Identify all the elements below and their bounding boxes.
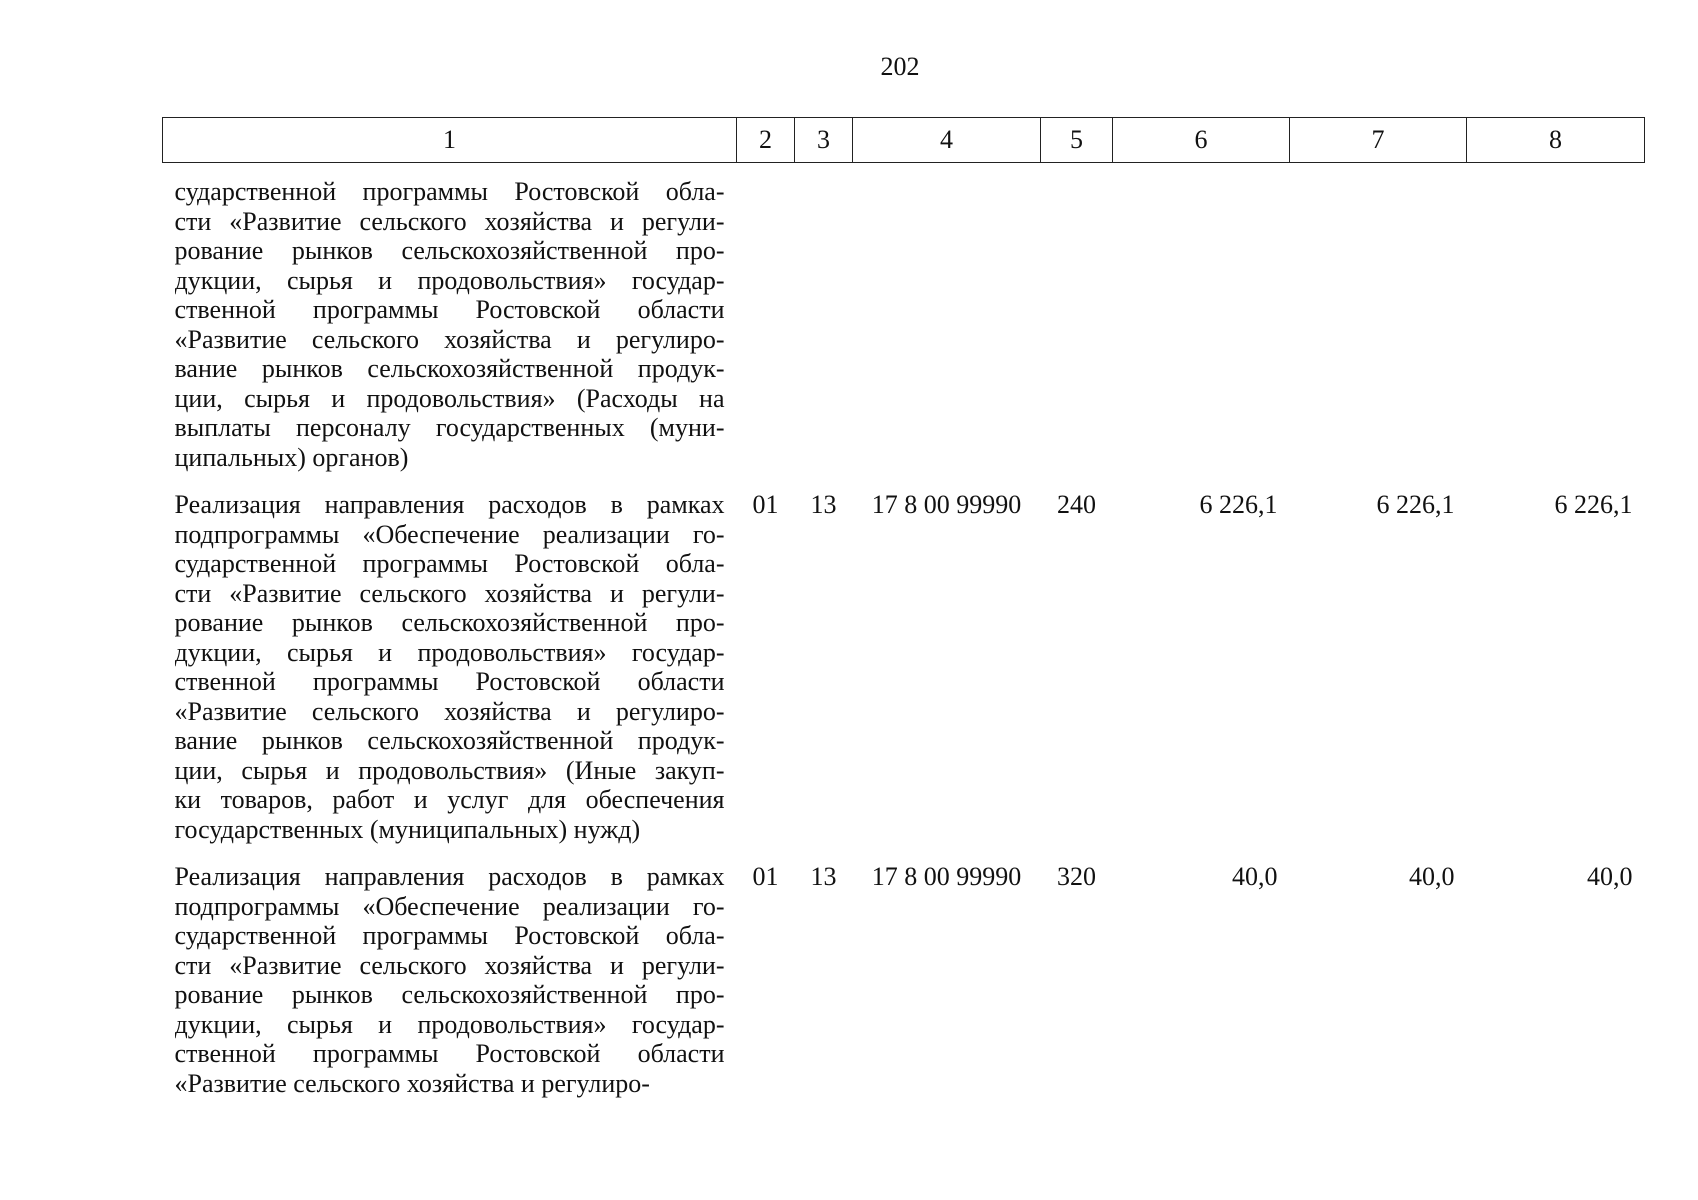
cell-amount-col6: 40,0 bbox=[1232, 862, 1278, 891]
description-line: сти «Развитие сельского хозяйства и регули- bbox=[174, 578, 725, 608]
header-col-6: 6 bbox=[1113, 118, 1290, 163]
description-line: Реализация направления расходов в рамках bbox=[174, 490, 725, 519]
description-line: сударственной программы Ростовской обла- bbox=[174, 921, 725, 950]
cell-amount-col8: 6 226,1 bbox=[1554, 490, 1633, 519]
header-col-2: 2 bbox=[737, 118, 795, 163]
cell-target-article: 17 8 00 99990 bbox=[871, 490, 1022, 519]
description-line: дукции, сырья и продовольствия» государ- bbox=[174, 1009, 725, 1039]
table-row bbox=[163, 490, 1645, 862]
cell-subsection bbox=[795, 163, 853, 491]
table-header bbox=[163, 118, 1645, 163]
description-line: ственной программы Ростовской области bbox=[174, 1039, 725, 1068]
description-line: сти «Развитие сельского хозяйства и регули- bbox=[174, 206, 725, 236]
description-line: «Развитие сельского хозяйства и регулиро- bbox=[174, 1068, 650, 1098]
description-line: ственной программы Ростовской области bbox=[174, 667, 725, 696]
cell-section bbox=[737, 163, 795, 491]
header-col-5: 5 bbox=[1041, 118, 1113, 163]
cell-expense-type bbox=[1041, 163, 1113, 491]
cell-amount-col8 bbox=[1467, 163, 1645, 491]
cell-amount-col8: 40,0 bbox=[1587, 862, 1633, 891]
description-line: дукции, сырья и продовольствия» государ- bbox=[174, 637, 725, 667]
description-line: рование рынков сельскохозяйственной про- bbox=[174, 980, 725, 1009]
description-line: ципальных) органов) bbox=[174, 442, 409, 472]
row-description bbox=[163, 163, 737, 491]
cell-expense-type: 240 bbox=[1057, 490, 1096, 519]
description-line: ции, сырья и продовольствия» (Иные закуп- bbox=[174, 755, 725, 785]
header-row bbox=[163, 118, 1645, 163]
header-col-7: 7 bbox=[1290, 118, 1467, 163]
cell-amount-col7: 40,0 bbox=[1409, 862, 1455, 891]
description-line: Реализация направления расходов в рамках bbox=[174, 862, 725, 891]
budget-table-wrapper bbox=[162, 117, 1644, 1116]
description-line: сударственной программы Ростовской обла- bbox=[174, 177, 725, 206]
description-line: ственной программы Ростовской области bbox=[174, 295, 725, 324]
cell-section: 01 bbox=[752, 490, 779, 519]
cell-expense-type: 320 bbox=[1057, 862, 1096, 891]
description-line: ции, сырья и продовольствия» (Расходы на bbox=[174, 383, 725, 413]
description-line: сти «Развитие сельского хозяйства и регули- bbox=[174, 950, 725, 980]
cell-amount-col6: 6 226,1 bbox=[1199, 490, 1278, 519]
cell-target-article bbox=[853, 163, 1041, 491]
cell-target-article: 17 8 00 99990 bbox=[871, 862, 1022, 891]
cell-subsection: 13 bbox=[810, 490, 837, 519]
table-row bbox=[163, 163, 1645, 491]
cell-subsection: 13 bbox=[810, 862, 837, 891]
description-line: рование рынков сельскохозяйственной про- bbox=[174, 236, 725, 265]
description-line: подпрограммы «Обеспечение реализации го- bbox=[174, 519, 725, 549]
header-col-3: 3 bbox=[795, 118, 853, 163]
header-col-4: 4 bbox=[853, 118, 1041, 163]
cell-amount-col7 bbox=[1290, 163, 1467, 491]
description-line: выплаты персоналу государственных (муни- bbox=[174, 413, 725, 442]
description-line: «Развитие сельского хозяйства и регулиро- bbox=[174, 324, 725, 354]
table-body bbox=[163, 163, 1645, 1117]
row-description bbox=[163, 862, 737, 1116]
budget-table bbox=[162, 117, 1645, 1116]
page-number: 202 bbox=[880, 52, 920, 81]
description-line: ки товаров, работ и услуг для обеспечения bbox=[174, 785, 725, 814]
table-row bbox=[163, 862, 1645, 1116]
cell-amount-col6 bbox=[1113, 163, 1290, 491]
row-description bbox=[163, 490, 737, 862]
description-line: государственных (муниципальных) нужд) bbox=[174, 814, 641, 844]
cell-amount-col7: 6 226,1 bbox=[1376, 490, 1455, 519]
description-line: подпрограммы «Обеспечение реализации го- bbox=[174, 891, 725, 921]
header-col-8: 8 bbox=[1467, 118, 1645, 163]
description-line: рование рынков сельскохозяйственной про- bbox=[174, 608, 725, 637]
description-line: сударственной программы Ростовской обла- bbox=[174, 549, 725, 578]
header-col-1: 1 bbox=[163, 118, 737, 163]
description-line: вание рынков сельскохозяйственной продук- bbox=[174, 354, 725, 383]
cell-section: 01 bbox=[752, 862, 779, 891]
description-line: дукции, сырья и продовольствия» государ- bbox=[174, 265, 725, 295]
description-line: вание рынков сельскохозяйственной продук- bbox=[174, 726, 725, 755]
description-line: «Развитие сельского хозяйства и регулиро- bbox=[174, 696, 725, 726]
